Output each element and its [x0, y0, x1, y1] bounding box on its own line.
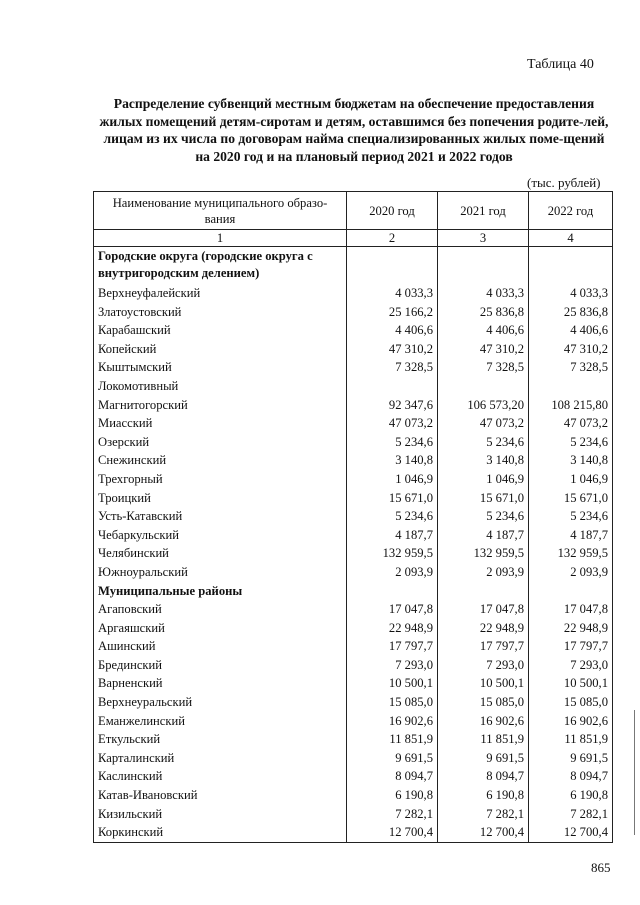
table-row: [94, 619, 613, 638]
value-2020: 7 328,5: [347, 358, 438, 377]
value-2021: 17 047,8: [438, 600, 529, 619]
municipality-name: Усть-Катавский: [94, 507, 347, 526]
value-2021: 4 033,3: [438, 284, 529, 303]
value-2020: 9 691,5: [347, 749, 438, 768]
value-2022: 15 085,0: [529, 693, 613, 712]
municipality-name: Еманжелинский: [94, 712, 347, 731]
value-2021: 5 234,6: [438, 433, 529, 452]
value-2022: 2 093,9: [529, 563, 613, 582]
units-note: (тыс. рублей): [527, 175, 601, 190]
value-2020: 4 406,6: [347, 321, 438, 340]
municipality-name: Южноуральский: [94, 563, 347, 582]
column-number-row: [94, 230, 613, 247]
value-2022: 1 046,9: [529, 470, 613, 489]
municipality-name: Трехгорный: [94, 470, 347, 489]
value-2021: 10 500,1: [438, 674, 529, 693]
value-2020: 8 094,7: [347, 767, 438, 786]
value-2022: 10 500,1: [529, 674, 613, 693]
value-2021: 8 094,7: [438, 767, 529, 786]
table-row: [94, 358, 613, 377]
value-2021: 7 293,0: [438, 656, 529, 675]
column-header-2021: 2021 год: [438, 192, 529, 230]
table-row: [94, 805, 613, 824]
table-row: [94, 656, 613, 675]
table-row: [94, 693, 613, 712]
municipality-name: Катав-Ивановский: [94, 786, 347, 805]
value-2022: 108 215,80: [529, 396, 613, 415]
value-2022: [529, 377, 613, 396]
value-2022: 47 310,2: [529, 340, 613, 359]
municipality-name: Чебаркульский: [94, 526, 347, 545]
table-row: [94, 600, 613, 619]
value-2022: 132 959,5: [529, 544, 613, 563]
value-2021: 3 140,8: [438, 451, 529, 470]
scan-edge-line: [634, 710, 635, 835]
value-2022: 17 797,7: [529, 637, 613, 656]
municipality-name: Агаповский: [94, 600, 347, 619]
table-row: [94, 637, 613, 656]
value-2021: [438, 582, 529, 601]
value-2022: 25 836,8: [529, 303, 613, 322]
section-row: [94, 582, 613, 601]
value-2022: 7 282,1: [529, 805, 613, 824]
value-2022: 12 700,4: [529, 823, 613, 842]
value-2021: 22 948,9: [438, 619, 529, 638]
value-2022: 8 094,7: [529, 767, 613, 786]
table-row: [94, 674, 613, 693]
table-row: [94, 414, 613, 433]
value-2021: 4 187,7: [438, 526, 529, 545]
value-2022: 4 033,3: [529, 284, 613, 303]
table-row: [94, 767, 613, 786]
value-2021: 25 836,8: [438, 303, 529, 322]
value-2020: 7 282,1: [347, 805, 438, 824]
value-2020: [347, 247, 438, 285]
municipality-name: Миасский: [94, 414, 347, 433]
municipality-name: Карабашский: [94, 321, 347, 340]
table-row: [94, 544, 613, 563]
value-2022: 5 234,6: [529, 507, 613, 526]
value-2020: 15 085,0: [347, 693, 438, 712]
value-2020: 3 140,8: [347, 451, 438, 470]
value-2020: 4 187,7: [347, 526, 438, 545]
table-row: [94, 321, 613, 340]
table-body: [94, 230, 613, 843]
table-row: [94, 563, 613, 582]
value-2022: 22 948,9: [529, 619, 613, 638]
municipality-name: Варненский: [94, 674, 347, 693]
value-2020: [347, 582, 438, 601]
value-2022: 16 902,6: [529, 712, 613, 731]
value-2021: 6 190,8: [438, 786, 529, 805]
municipality-name: Карталинский: [94, 749, 347, 768]
municipality-name: Еткульский: [94, 730, 347, 749]
table-row: [94, 786, 613, 805]
value-2020: 16 902,6: [347, 712, 438, 731]
value-2020: 25 166,2: [347, 303, 438, 322]
value-2022: 5 234,6: [529, 433, 613, 452]
value-2021: 17 797,7: [438, 637, 529, 656]
column-number: 2: [347, 230, 438, 247]
value-2020: 15 671,0: [347, 489, 438, 508]
table-row: [94, 730, 613, 749]
value-2021: 132 959,5: [438, 544, 529, 563]
value-2022: 47 073,2: [529, 414, 613, 433]
value-2020: 5 234,6: [347, 507, 438, 526]
value-2021: 12 700,4: [438, 823, 529, 842]
value-2021: [438, 377, 529, 396]
value-2020: 17 047,8: [347, 600, 438, 619]
column-number: 3: [438, 230, 529, 247]
column-header-2022: 2022 год: [529, 192, 613, 230]
value-2022: 15 671,0: [529, 489, 613, 508]
column-header-name: Наименование муниципального образо-вания: [94, 192, 347, 230]
value-2020: 132 959,5: [347, 544, 438, 563]
value-2020: 17 797,7: [347, 637, 438, 656]
table-row: [94, 433, 613, 452]
value-2020: 12 700,4: [347, 823, 438, 842]
table-row: [94, 451, 613, 470]
value-2021: 2 093,9: [438, 563, 529, 582]
municipality-name: Снежинский: [94, 451, 347, 470]
table-row: [94, 823, 613, 842]
value-2021: 11 851,9: [438, 730, 529, 749]
value-2021: 15 671,0: [438, 489, 529, 508]
table-row: [94, 303, 613, 322]
municipality-name: Троицкий: [94, 489, 347, 508]
value-2020: 11 851,9: [347, 730, 438, 749]
section-title: Городские округа (городские округа с внутригородским делением): [94, 247, 347, 285]
column-header-2020: 2020 год: [347, 192, 438, 230]
section-title: Муниципальные районы: [94, 582, 347, 601]
value-2021: 47 073,2: [438, 414, 529, 433]
table-row: [94, 526, 613, 545]
value-2022: 17 047,8: [529, 600, 613, 619]
value-2020: 4 033,3: [347, 284, 438, 303]
value-2021: 4 406,6: [438, 321, 529, 340]
municipality-name: Златоустовский: [94, 303, 347, 322]
value-2021: 16 902,6: [438, 712, 529, 731]
value-2022: [529, 247, 613, 285]
value-2020: 10 500,1: [347, 674, 438, 693]
table-row: [94, 507, 613, 526]
municipality-name: Озерский: [94, 433, 347, 452]
value-2022: 7 328,5: [529, 358, 613, 377]
municipality-name: Копейский: [94, 340, 347, 359]
municipality-name: Брединский: [94, 656, 347, 675]
value-2021: 15 085,0: [438, 693, 529, 712]
municipality-name: Челябинский: [94, 544, 347, 563]
value-2020: 47 073,2: [347, 414, 438, 433]
municipality-name: Каслинский: [94, 767, 347, 786]
municipality-name: Верхнеуфалейский: [94, 284, 347, 303]
value-2022: 7 293,0: [529, 656, 613, 675]
municipality-name: Коркинский: [94, 823, 347, 842]
municipality-name: Аргаяшский: [94, 619, 347, 638]
value-2020: 6 190,8: [347, 786, 438, 805]
table-row: [94, 284, 613, 303]
header-row: [94, 192, 613, 230]
value-2022: 9 691,5: [529, 749, 613, 768]
value-2020: 22 948,9: [347, 619, 438, 638]
value-2022: 11 851,9: [529, 730, 613, 749]
value-2022: 3 140,8: [529, 451, 613, 470]
value-2021: 106 573,20: [438, 396, 529, 415]
municipality-name: Ашинский: [94, 637, 347, 656]
table-row: [94, 749, 613, 768]
column-number: 4: [529, 230, 613, 247]
value-2022: 4 406,6: [529, 321, 613, 340]
value-2020: 7 293,0: [347, 656, 438, 675]
value-2020: 92 347,6: [347, 396, 438, 415]
value-2020: 1 046,9: [347, 470, 438, 489]
value-2021: 47 310,2: [438, 340, 529, 359]
municipality-name: Локомотивный: [94, 377, 347, 396]
value-2022: 6 190,8: [529, 786, 613, 805]
municipality-name: Магнитогорский: [94, 396, 347, 415]
document-title: Распределение субвенций местным бюджетам на обеспечение предоставления жилых помещений детям-сиротам и детям, оставшимся без попечения родите-лей, лицам из их числа по договорам найма специализированных жилых поме-щений на 2020 год и на плановый период 2021 и 2022 годов: [99, 96, 609, 164]
table-row: [94, 470, 613, 489]
value-2021: 9 691,5: [438, 749, 529, 768]
table-row: [94, 489, 613, 508]
page-number: 865: [591, 860, 611, 875]
municipality-name: Верхнеуральский: [94, 693, 347, 712]
value-2021: 1 046,9: [438, 470, 529, 489]
municipality-name: Кизильский: [94, 805, 347, 824]
value-2022: 4 187,7: [529, 526, 613, 545]
section-row: [94, 247, 613, 285]
value-2021: 7 328,5: [438, 358, 529, 377]
value-2021: 7 282,1: [438, 805, 529, 824]
value-2022: [529, 582, 613, 601]
table-row: [94, 340, 613, 359]
column-number: 1: [94, 230, 347, 247]
subvention-table: [93, 191, 613, 843]
value-2020: [347, 377, 438, 396]
value-2021: [438, 247, 529, 285]
value-2020: 2 093,9: [347, 563, 438, 582]
value-2020: 47 310,2: [347, 340, 438, 359]
table-row: [94, 396, 613, 415]
municipality-name: Кыштымский: [94, 358, 347, 377]
value-2021: 5 234,6: [438, 507, 529, 526]
table-row: [94, 712, 613, 731]
table-number: Таблица 40: [527, 57, 594, 72]
value-2020: 5 234,6: [347, 433, 438, 452]
table-row: [94, 377, 613, 396]
